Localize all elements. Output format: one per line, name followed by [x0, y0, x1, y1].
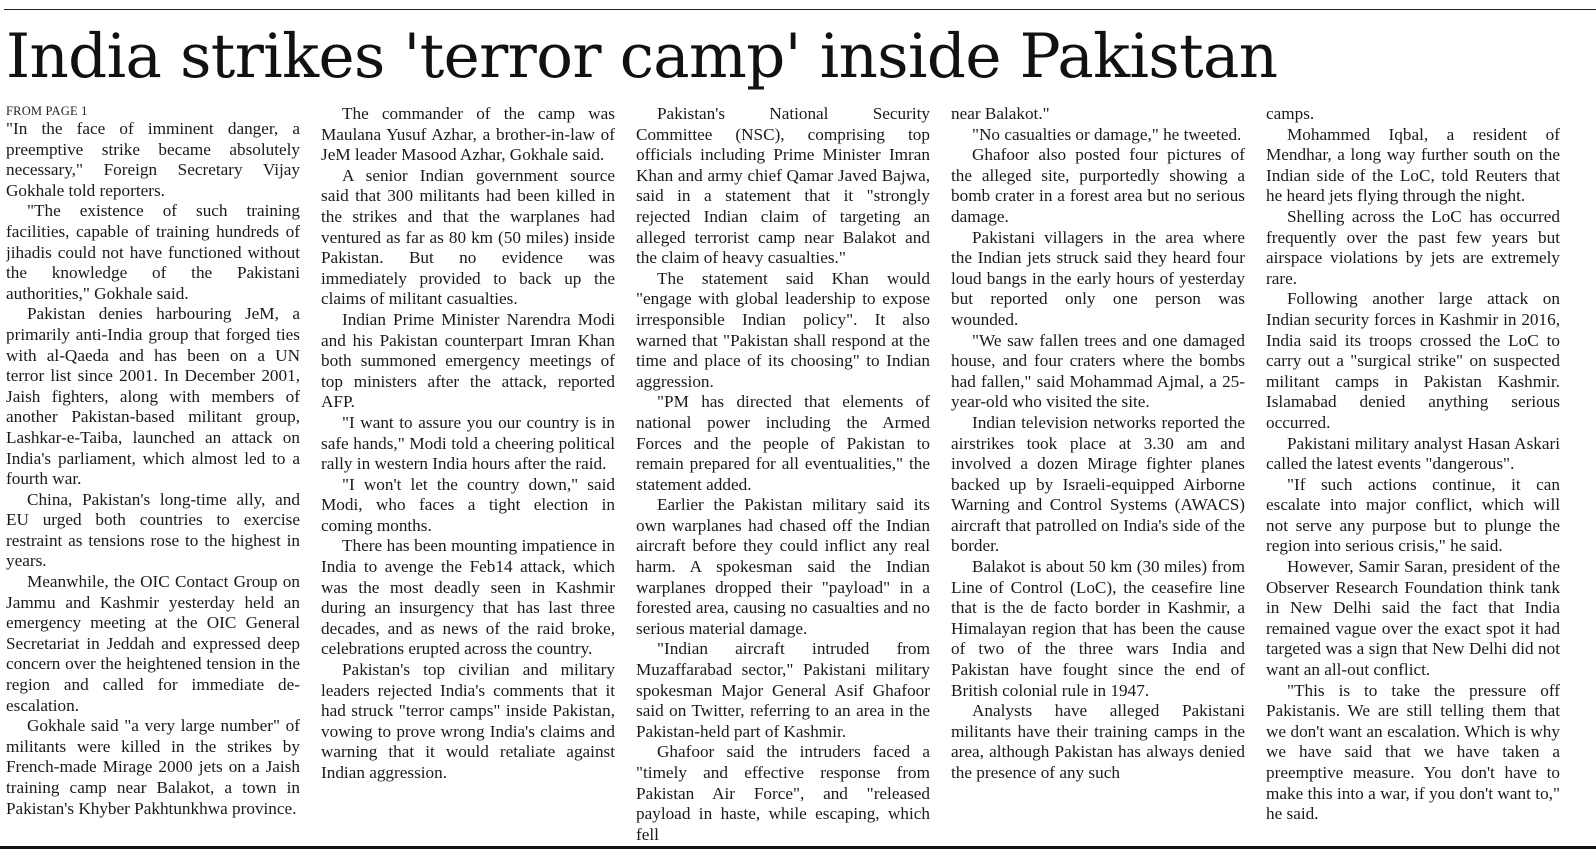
kicker-from-page: FROM PAGE 1: [6, 104, 88, 118]
article-column-4: [951, 104, 1245, 846]
paragraph: Balakot is about 50 km (30 miles) from Line of Control (LoC), the ceasefire line that is the de facto border in Kashmir, a Himalayan region that has been the cause of two of the three wars India and Pakistan have fought since the end of British colonial rule in 1947.: [951, 557, 1245, 700]
paragraph: Pakistani villagers in the area where the Indian jets struck said they heard four loud bangs in the early hours of yesterday but reported only one person was wounded.: [951, 227, 1245, 329]
paragraph: Pakistani military analyst Hasan Askari called the latest events "dangerous".: [1266, 433, 1560, 474]
paragraph: Pakistan denies harbouring JeM, a primarily anti-India group that forged ties with al-Qaeda and has been on a UN terror list since 2001. In December 2001, Jaish fighters, along with members of another Pakistan-based militant group, Lashkar-e-Taiba, launched an attack on India's parliament, which almost led to a fourth war.: [6, 304, 300, 489]
paragraph: The statement said Khan would "engage with global leadership to expose irresponsible Indian policy". It also warned that "Pakistan shall respond at the time and place of its choosing" to Indian aggression.: [636, 268, 930, 391]
paragraph: A senior Indian government source said that 300 militants had been killed in the strikes and that the warplanes had ventured as far as 80 km (50 miles) inside Pakistan. But no evidence was immediately provided to back up the claims of militant casualties.: [321, 165, 615, 309]
paragraph: "PM has directed that elements of national power including the Armed Forces and the people of Pakistan to remain prepared for all eventualities," the statement added.: [636, 392, 930, 494]
top-rule: [4, 9, 1596, 10]
paragraph: There has been mounting impatience in India to avenge the Feb14 attack, which was the most deadly seen in Kashmir during an insurgency that has last three decades, and as news of the raid broke, celebrations erupted across the country.: [321, 536, 615, 659]
paragraph: Ghafoor also posted four pictures of the alleged site, purportedly showing a bomb crater in a forest area but no serious damage.: [951, 145, 1245, 226]
paragraph: "In the face of imminent danger, a preemptive strike became absolutely necessary," Foreign Secretary Vijay Gokhale told reporters.: [6, 119, 300, 200]
paragraph: "This is to take the pressure off Pakistanis. We are still telling them that we don't want an escalation. Which is why we have said that we have taken a preemptive measure. You don't have to make this into a war, if you don't want to," he said.: [1266, 680, 1560, 824]
paragraph: Ghafoor said the intruders faced a "timely and effective response from Pakistan Air Force", and "released payload in haste, while escaping, which fell: [636, 742, 930, 844]
paragraph: Indian television networks reported the airstrikes took place at 3.30 am and involved a dozen Mirage fighter planes backed up by Israeli-equipped Airborne Warning and Control Systems (AWACS) aircraft that patrolled on India's side of the border.: [951, 412, 1245, 556]
paragraph: Indian Prime Minister Narendra Modi and his Pakistan counterpart Imran Khan both summoned emergency meetings of top ministers after the attack, reported AFP.: [321, 309, 615, 412]
bottom-rule: [0, 846, 1596, 849]
headline: India strikes 'terror camp' inside Pakistan: [6, 21, 1278, 92]
paragraph: "No casualties or damage," he tweeted.: [972, 124, 1242, 144]
paragraph: "We saw fallen trees and one damaged house, and four craters where the bombs had fallen," said Mohammad Ajmal, a 25-year-old who visited the site.: [951, 330, 1245, 412]
paragraph: near Balakot.": [951, 104, 1050, 123]
paragraph: Meanwhile, the OIC Contact Group on Jammu and Kashmir yesterday held an emergency meeting at the OIC General Secretariat in Jeddah and expressed deep concern over the heightened tension in the region and called for immediate de-escalation.: [6, 572, 300, 715]
paragraph: Pakistan's top civilian and military leaders rejected India's comments that it had struck "terror camps" inside Pakistan, vowing to prove wrong India's claims and warning that it would retaliate against Indian aggression.: [321, 660, 615, 782]
paragraph: "The existence of such training facilities, capable of training hundreds of jihadis could not have functioned without the knowledge of the Pakistani authorities," Gokhale said.: [6, 201, 300, 303]
paragraph: "If such actions continue, it can escalate into major conflict, which will not serve any purpose but to plunge the region into serious crisis," he said.: [1266, 474, 1560, 556]
paragraph: camps.: [1266, 104, 1315, 123]
paragraph: Analysts have alleged Pakistani militants have their training camps in the area, although Pakistan has always denied the presence of any such: [951, 701, 1245, 782]
paragraph: The commander of the camp was Maulana Yusuf Azhar, a brother-in-law of JeM leader Masood Azhar, Gokhale said.: [321, 104, 615, 165]
paragraph: "I won't let the country down," said Modi, who faces a tight election in coming months.: [321, 474, 615, 535]
paragraph: "Indian aircraft intruded from Muzaffarabad sector," Pakistani military spokesman Major General Asif Ghafoor said on Twitter, referring to an area in the Pakistan-held part of Kashmir.: [636, 639, 930, 741]
paragraph: Earlier the Pakistan military said its own warplanes had chased off the Indian aircraft before they could inflict any real harm. A spokesman said the Indian warplanes dropped their "payload" in a forested area, causing no casualties and no serious material damage.: [636, 495, 930, 638]
paragraph: Mohammed Iqbal, a resident of Mendhar, a long way further south on the Indian side of the LoC, told Reuters that he heard jets flying through the night.: [1266, 124, 1560, 206]
paragraph: China, Pakistan's long-time ally, and EU urged both countries to exercise restraint as tensions rose to the highest in years.: [6, 489, 300, 571]
article-column-5: [1266, 104, 1560, 846]
paragraph: However, Samir Saran, president of the Observer Research Foundation think tank in New Delhi said the fact that India remained vague over the exact spot it had targeted was a sign that New Delhi did not want an all-out conflict.: [1266, 557, 1560, 680]
paragraph: Following another large attack on Indian security forces in Kashmir in 2016, India said its troops crossed the LoC to carry out a "surgical strike" on suspected militant camps in Pakistan Kashmir. Islamabad denied anything serious occurred.: [1266, 289, 1560, 432]
article-column-3: [636, 104, 930, 846]
article-column-1: [6, 104, 300, 846]
paragraph: Gokhale said "a very large number" of militants were killed in the strikes by French-made Mirage 2000 jets on a Jaish training camp near Balakot, a town in Pakistan's Khyber Pakhtunkhwa province.: [6, 716, 300, 818]
paragraph: "I want to assure you our country is in safe hands," Modi told a cheering political rally in western India hours after the raid.: [321, 412, 615, 474]
paragraph: Shelling across the LoC has occurred frequently over the past few years but airspace violations by jets are extremely rare.: [1266, 206, 1560, 288]
article-column-2: [321, 104, 615, 846]
paragraph: Pakistan's National Security Committee (NSC), comprising top officials including Prime Minister Imran Khan and army chief Qamar Javed Bajwa, said in a statement that it "strongly rejected Indian claim of targeting an alleged terrorist camp near Balakot and the claim of heavy casualties.": [636, 104, 930, 268]
